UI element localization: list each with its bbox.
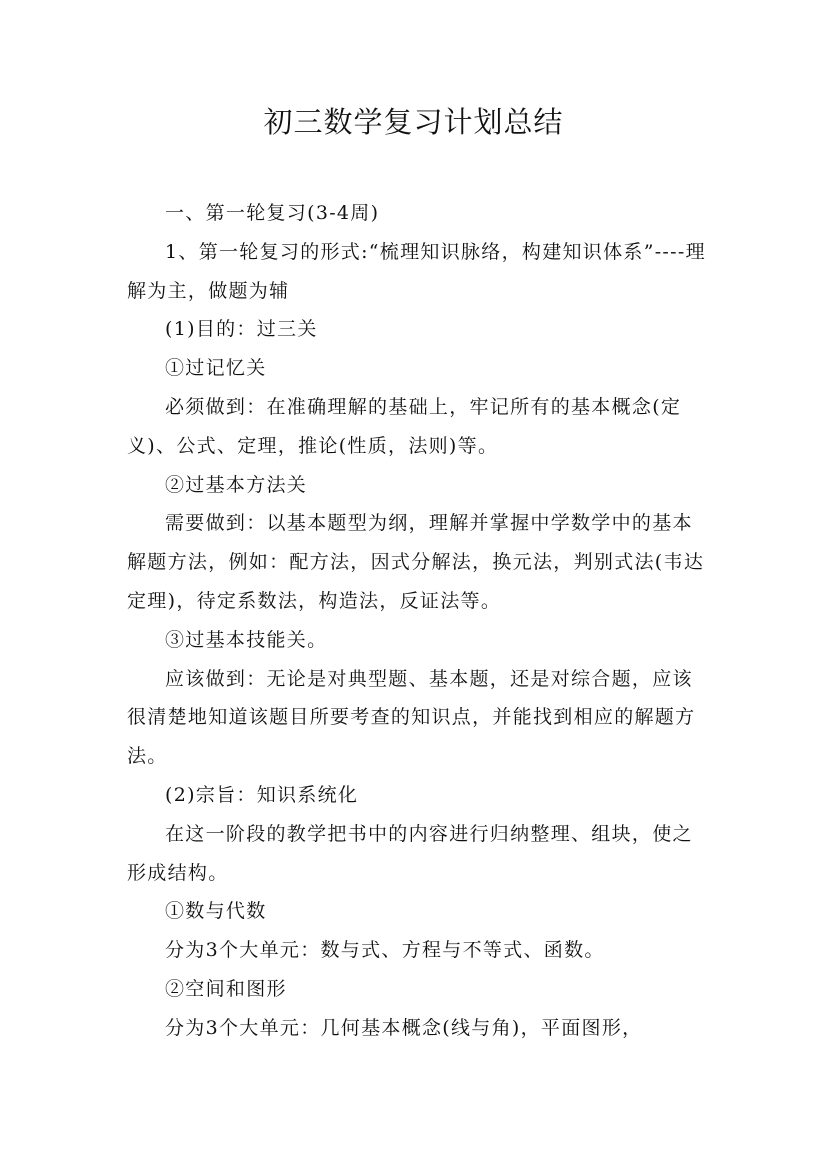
paragraph: 分为3个大单元：几何基本概念(线与角)，平面图形，: [165, 1016, 643, 1039]
paragraph: ②空间和图形: [165, 977, 287, 1000]
paragraph: ①数与代数: [165, 900, 267, 923]
paragraph: ①过记忆关: [165, 357, 267, 380]
paragraph: 必须做到：在准确理解的基础上，牢记所有的基本概念(定义)、公式、定理，推论(性质，法则)等。: [127, 395, 682, 457]
document-title: 初三数学复习计划总结: [263, 105, 564, 139]
paragraph: (2)宗旨：知识系统化: [165, 783, 359, 806]
paragraph: 在这一阶段的教学把书中的内容进行归纳整理、组块，使之形成结构。: [127, 822, 693, 884]
paragraph: 1、第一轮复习的形式:“梳理知识脉络，构建知识体系”----理解为主，做题为辅: [127, 240, 706, 302]
paragraph: 应该做到：无论是对典型题、基本题，还是对综合题，应该很清楚地知道该题目所要考查的知识点，并能找到相应的解题方法。: [127, 667, 696, 768]
paragraph: 一、第一轮复习(3-4周): [165, 202, 380, 224]
paragraph: 需要做到：以基本题型为纲，理解并掌握中学数学中的基本解题方法，例如：配方法，因式分解法，换元法，判别式法(韦达定理)，待定系数法，构造法，反证法等。: [127, 512, 705, 612]
paragraph: ②过基本方法关: [165, 473, 308, 496]
document-body: [127, 194, 712, 1048]
paragraph: 分为3个大单元：数与式、方程与不等式、函数。: [165, 939, 605, 962]
paragraph: (1)目的：过三关: [165, 318, 318, 341]
paragraph: ③过基本技能关。: [165, 628, 328, 651]
